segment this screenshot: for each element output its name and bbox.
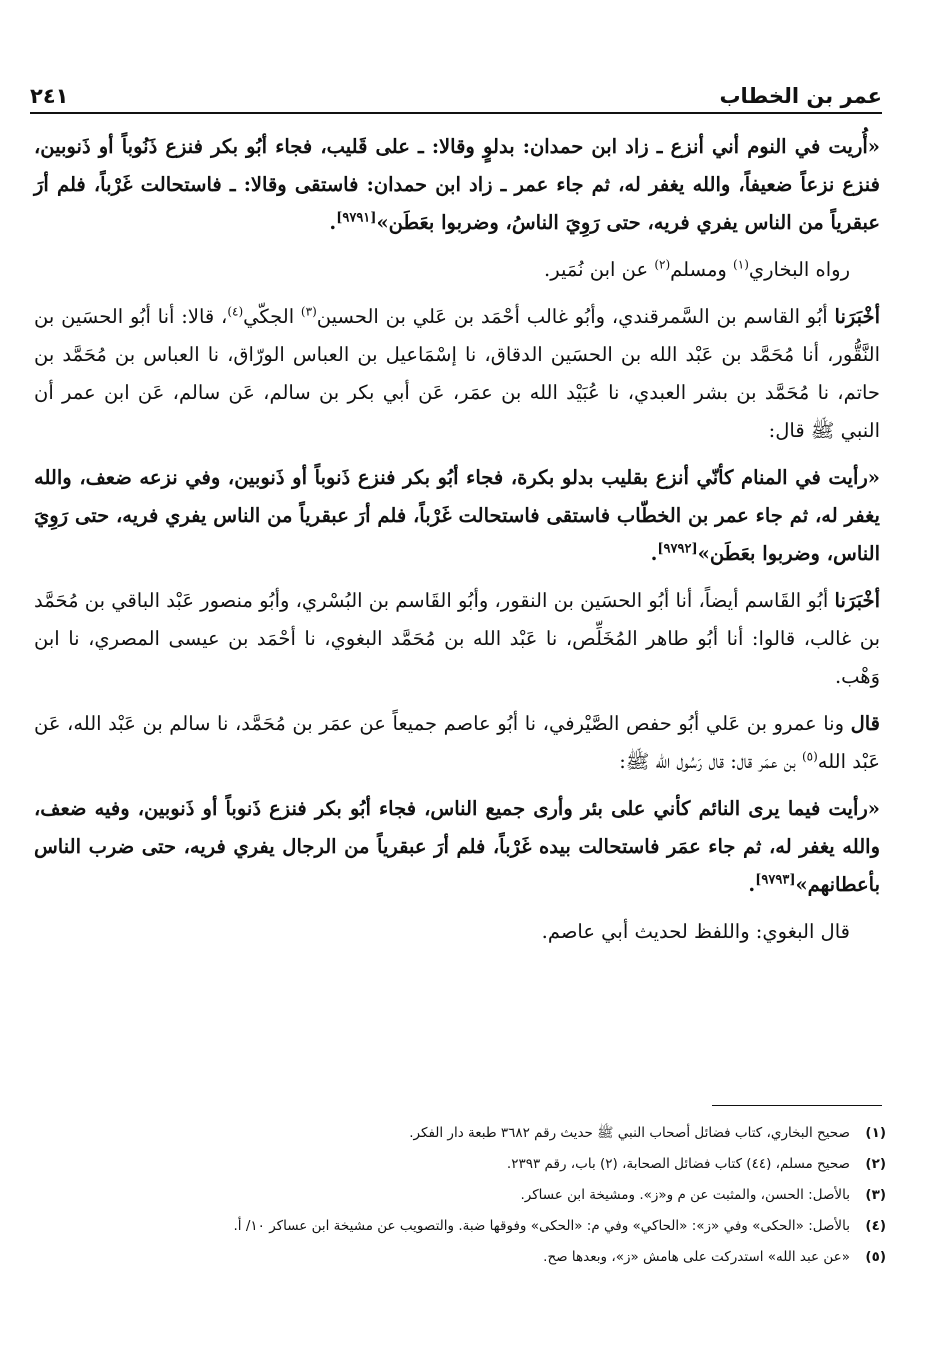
hadith-ref-2: [٩٧٩٢] <box>657 541 698 557</box>
source-note <box>34 251 880 289</box>
running-title: عمر بن الخطاب <box>719 84 882 108</box>
footnotes <box>30 1118 886 1273</box>
isnad-part: أبُو القاسم بن السَّمرقندي، وأبُو غالب أحْمَد بن عَلي بن الحسين <box>316 305 828 328</box>
closing-note: قال البغوي: واللفظ لحديث أبي عاصم. <box>541 920 850 943</box>
footnote-number: (٥) <box>865 1249 886 1265</box>
footnote-divider <box>712 1105 882 1106</box>
source-note-part: رواه البخاري <box>748 258 850 281</box>
footnote-item <box>30 1211 886 1242</box>
footnote-marker-3[interactable]: (٣) <box>300 304 317 319</box>
page-header <box>30 72 882 108</box>
isnad-lead: أخْبَرَنا <box>834 589 881 612</box>
source-note-part: ومسلم <box>670 258 727 281</box>
footnote-item <box>30 1242 886 1273</box>
hadith-body-2: «رأيت في المنام كأنّي أنزع بقليب بدلو بكرة، فجاء أبُو بكر فنزع ذَنوباً أو ذَنوبين، وفي نزعه ضعف، والله يغفر له، ثم جاء عمر بن الخطّاب فاستقى فاستحالت غَرْباً، فلم أرَ عبقرياً من الناس يفري فريه، حتى رَوِيَ الناس، وضربوا بعَطَن» <box>34 466 880 565</box>
isnad-2 <box>34 582 880 696</box>
footnote-text: بالأصل: الحسن، والمثبت عن م و«ز». ومشيخة ابن عساكر. <box>520 1187 850 1203</box>
isnad-part: أبُو القَاسم أيضاً، أنا أبُو الحسَين بن النقور، وأبُو القَاسم بن البُسْري، وأبُو منصور عَبْد الباقي بن مُحَمَّد بن غالب، قالوا: أنا أبُو طاهر المُخَلِّص، نا عَبْد الله بن مُحَمَّد البغوي، نا أحْمَد بن عيسى المصري، نا ابن وَهْب. <box>34 589 880 688</box>
footnote-marker-1[interactable]: (١) <box>733 257 749 272</box>
isnad-lead: قال <box>850 712 880 735</box>
hadith-body-3: «رأيت فيما يرى النائم كأني على بئر وأرى جميع الناس، فجاء أبُو بكر فنزع ذَنوباً أو ذَنوبين، وفيه ضعف، والله يغفر له، ثم جاء عمَر فاستحالت بيده غَرْباً، فلم أرَ عبقرياً من الرجال يفري فريه، حتى ضرب الناس بأعطانهم» <box>34 797 880 896</box>
isnad-part: ونا عمرو بن عَلي أبُو حفص الصَّيْرفي، نا أبُو عاصم جميعاً عن عمَر بن مُحَمَّد، نا سالم بن عَبْد الله، عَن عَبْد الله <box>34 712 880 773</box>
footnote-marker-2[interactable]: (٢) <box>654 257 671 272</box>
footnote-text: بالأصل: «الحكى» وفي «ز»: «الحاكي» وفي م: «الحكى» وفوقها ضبة. والتصويب عن مشيخة ابن عساكر ١٠/ أ. <box>233 1218 850 1234</box>
isnad-1 <box>34 298 880 450</box>
footnote-number: (٤) <box>865 1218 886 1234</box>
footnote-item <box>30 1149 886 1180</box>
page-number: ٢٤١ <box>30 84 69 108</box>
source-note-part: عن ابن نُمَير. <box>544 258 649 281</box>
footnote-number: (٢) <box>865 1156 886 1172</box>
footnote-text: صحيح مسلم، (٤٤) كتاب فضائل الصحابة، (٢) باب، رقم ٢٣٩٣. <box>506 1156 850 1172</box>
hadith-ref-3: [٩٧٩٣] <box>755 872 796 888</box>
hadith-text-1: «أُريت في النوم أني أنزع ـ زاد ابن حمدان: بدلوٍ وقالا: ـ على قَليب، فجاء أبُو بكر فنزع ذَنُوباً أو ذَنوبين، فنزع نزعاً ضعيفاً، والله يغفر له، ثم جاء عمر ـ زاد ابن حمدان: فاستقى وقالا: ـ فاستحالت غَرْباً، فلم أرَ عبقرياً من الناس يفري فريه، حتى رَوِيَ الناسُ، وضربوا بعَطَن»[٩٧٩١]. <box>34 135 880 234</box>
isnad-part: بن عمَر قال: قال رَسُول الله ﷺ: <box>619 750 796 773</box>
hadith-body-1: «أُريت في النوم أني أنزع ـ زاد ابن حمدان: بدلوٍ وقالا: ـ على قَليب، فجاء أبُو بكر فنزع ذَنُوباً أو ذَنوبين، فنزع نزعاً ضعيفاً، والله يغفر له، ثم جاء عمر ـ زاد ابن حمدان: فاستقى وقالا: ـ فاستحالت غَرْباً، فلم أرَ عبقرياً من الناس يفري فريه، حتى رَوِيَ الناسُ، وضربوا بعَطَن» <box>34 135 880 234</box>
hadith-text-3: «رأيت فيما يرى النائم كأني على بئر وأرى جميع الناس، فجاء أبُو بكر فنزع ذَنوباً أو ذَنوبين، وفيه ضعف، والله يغفر له، ثم جاء عمَر فاستحالت بيده غَرْباً، فلم أرَ عبقرياً من الرجال يفري فريه، حتى ضرب الناس بأعطانهم»[٩٧٩٣]. <box>34 797 880 896</box>
hadith-text-2: «رأيت في المنام كأنّي أنزع بقليب بدلو بكرة، فجاء أبُو بكر فنزع ذَنوباً أو ذَنوبين، وفي نزعه ضعف، والله يغفر له، ثم جاء عمر بن الخطّاب فاستقى فاستحالت غَرْباً، فلم أرَ عبقرياً من الناس يفري فريه، حتى رَوِيَ الناس، وضربوا بعَطَن»[٩٧٩٢]. <box>34 466 880 565</box>
footnote-marker-5[interactable]: (٥) <box>801 749 818 764</box>
isnad-part: ، قالا: أنا أبُو الحسَين بن النَّقُّور، أنا مُحَمَّد بن عَبْد الله بن الحسَين الدقاق، نا إسْمَاعيل بن العباس الورّاق، نا العباس بن مُحَمَّد بن حاتم، نا مُحَمَّد بن بشر العبدي، نا عُبَيْد الله بن عمَر، عَن أبي بكر بن سالم، عَن سالم، عَن ابن عمر أن النبي ﷺ قال: <box>34 305 880 442</box>
isnad-lead: أخْبَرَنا <box>834 305 881 328</box>
footnote-text: صحيح البخاري، كتاب فضائل أصحاب النبي ﷺ حديث رقم ٣٦٨٢ طبعة دار الفكر. <box>409 1125 850 1141</box>
footnote-item <box>30 1118 886 1149</box>
hadith-ref-1: [٩٧٩١] <box>336 210 377 226</box>
main-text <box>34 128 880 960</box>
footnote-item <box>30 1180 886 1211</box>
isnad-3 <box>34 705 880 781</box>
footnote-text: «عن عبد الله» استدركت على هامش «ز»، وبعدها صح. <box>543 1249 850 1265</box>
footnote-number: (٣) <box>865 1187 886 1203</box>
isnad-part: الجكّي <box>243 305 295 328</box>
header-divider <box>30 112 882 114</box>
footnote-number: (١) <box>865 1125 886 1141</box>
footnote-marker-4[interactable]: (٤) <box>227 304 244 319</box>
